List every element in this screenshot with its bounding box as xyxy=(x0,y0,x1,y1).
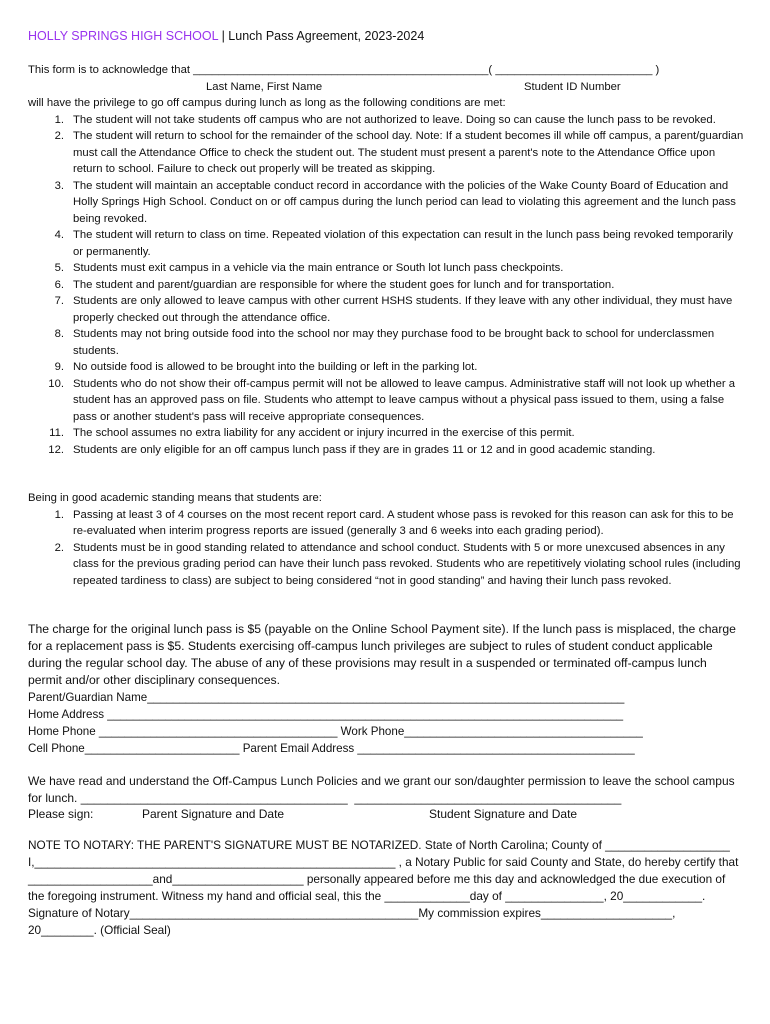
notary-line[interactable]: Signature of Notary____________________________________________My commission expires____________________, xyxy=(28,906,676,920)
student-id-label: Student ID Number xyxy=(524,80,621,93)
standing-intro: Being in good academic standing means that students are: xyxy=(28,492,322,504)
condition-item: 8. Students may not bring outside food into the school nor may they purchase food to be brought back to school for underclassmen students. xyxy=(54,328,715,357)
notary-line[interactable]: 20________. (Official Seal) xyxy=(28,923,171,937)
consent-section xyxy=(28,773,744,823)
charge-paragraph: The charge for the original lunch pass is $5 (payable on the Online School Payment site). If the lunch pass is misplaced, the charge for a replacement pass is $5. Students exercising off-campus lunch privileges are subject to rules of student conduct applicable during the regular school day. The abuse of any of these provisions may result in a suspended or terminated off-campus lunch permit and/or other disciplinary consequences. xyxy=(28,622,736,687)
standing-list xyxy=(28,507,744,590)
condition-item: 10. Students who do not show their off-campus permit will not be allowed to leave campus. Administrative staff will not look up whether a student has an approved pass on file. Students who attempt to leave campus without a physical pass issued to them, using a false pass or another student's pass will receive appropriate consequences. xyxy=(48,377,736,423)
condition-item: 1. The student will not take students off campus who are not authorized to leave. Doing so can cause the lunch pass to be revoked. xyxy=(54,113,716,126)
consent-statement: We have read and understand the Off-Campus Lunch Policies and we grant our son/daughter permission to leave the school campus xyxy=(28,774,735,788)
agreement-section xyxy=(28,62,744,458)
notary-line[interactable]: ___________________and____________________ personally appeared before me this day and acknowledged the due execution of xyxy=(28,872,726,886)
condition-item: 3. The student will maintain an acceptable conduct record in accordance with the policies of the Wake County Board of Education and Holly Springs High School. Conduct on or off campus during the lunch period can lead to violating this agreement and the lunch pass being revoked. xyxy=(54,179,736,225)
academic-standing-section xyxy=(28,490,744,589)
standing-item: 1. Passing at least 3 of 4 courses on the most recent report card. A student whose pass is revoked for this reason can ask for this to be re-evaluated when interim progress reports are issued (generally 3 and 6 weeks into each grading period). xyxy=(54,508,734,537)
parent-guardian-name-field[interactable]: Parent/Guardian Name__________________________________________________________________________ xyxy=(28,691,625,704)
student-signature-label: Student Signature and Date xyxy=(429,807,578,821)
notary-line[interactable]: the foregoing instrument. Witness my hand and official seal, this the _____________day of _______________, 20____________. xyxy=(28,889,706,903)
condition-item: 7. Students are only allowed to leave campus with other current HSHS students. If they leave with any other individual, they must have properly checked out through the attendance office. xyxy=(54,295,733,324)
charge-section xyxy=(28,621,744,757)
please-sign-label: Please sign: xyxy=(28,807,94,821)
notary-line: NOTE TO NOTARY: THE PARENT'S SIGNATURE MUST BE NOTARIZED. State of North Carolina; County of ___________________ xyxy=(28,838,730,852)
notary-section xyxy=(28,837,744,939)
document-header xyxy=(28,29,424,43)
parent-signature-label: Parent Signature and Date xyxy=(142,807,285,821)
privilege-line: will have the privilege to go off campus during lunch as long as the following conditions are met: xyxy=(28,97,506,109)
home-address-field[interactable]: Home Address ________________________________________________________________________________ xyxy=(28,708,624,721)
signature-lines[interactable]: for lunch. ________________________________________ ________________________________________ xyxy=(28,790,622,805)
condition-item: 4. The student will return to class on time. Repeated violation of this expectation can result in the lunch pass being revoked temporarily or permanently. xyxy=(54,229,733,258)
condition-item: 9. No outside food is allowed to be brought into the building or left in the parking lot. xyxy=(54,361,478,373)
acknowledge-line: This form is to acknowledge that _______________________________________________( _________________________ ) xyxy=(28,64,660,76)
conditions-list xyxy=(28,112,744,459)
name-label: Last Name, First Name xyxy=(206,80,323,93)
cell-email-fields[interactable]: Cell Phone________________________ Parent Email Address ___________________________________________ xyxy=(28,742,635,755)
school-name: HOLLY SPRINGS HIGH SCHOOL xyxy=(28,29,219,43)
condition-item: 5. Students must exit campus in a vehicle via the main entrance or South lot lunch pass checkpoints. xyxy=(54,262,564,274)
document-title: | Lunch Pass Agreement, 2023-2024 xyxy=(218,29,425,43)
notary-line[interactable]: I,_______________________________________________________ , a Notary Public for said County and State, do hereby certify that xyxy=(28,855,739,869)
phone-fields[interactable]: Home Phone _____________________________________ Work Phone_____________________________________ xyxy=(28,725,643,738)
condition-item: 2. The student will return to school for the remainder of the school day. Note: If a student becomes ill while off campus, a parent/guardian must call the Attendance Office to check the student out. The student must present a parent's note to the Attendance Office upon return to school. Failure to check out properly will be treated as skipping. xyxy=(54,130,744,175)
signature-labels xyxy=(28,806,744,823)
condition-item: 11. The school assumes no extra liability for any accident or injury incurred in the exercise of this permit. xyxy=(49,427,575,439)
condition-item: 6. The student and parent/guardian are responsible for where the student goes for lunch and for transportation. xyxy=(54,278,615,291)
standing-item: 2. Students must be in good standing related to attendance and school conduct. Students with 5 or more unexcused absences in any class for the previous grading period can have their lunch pass revoked. Students who are repetitively violating school rules (including repeated tardiness to class) are subject to being considered “not in good standing” and having their lunch pass revoked. xyxy=(54,541,741,587)
acknowledge-labels xyxy=(28,79,744,96)
condition-item: 12. Students are only eligible for an off campus lunch pass if they are in grades 11 or 12 and in good academic standing. xyxy=(48,443,656,456)
